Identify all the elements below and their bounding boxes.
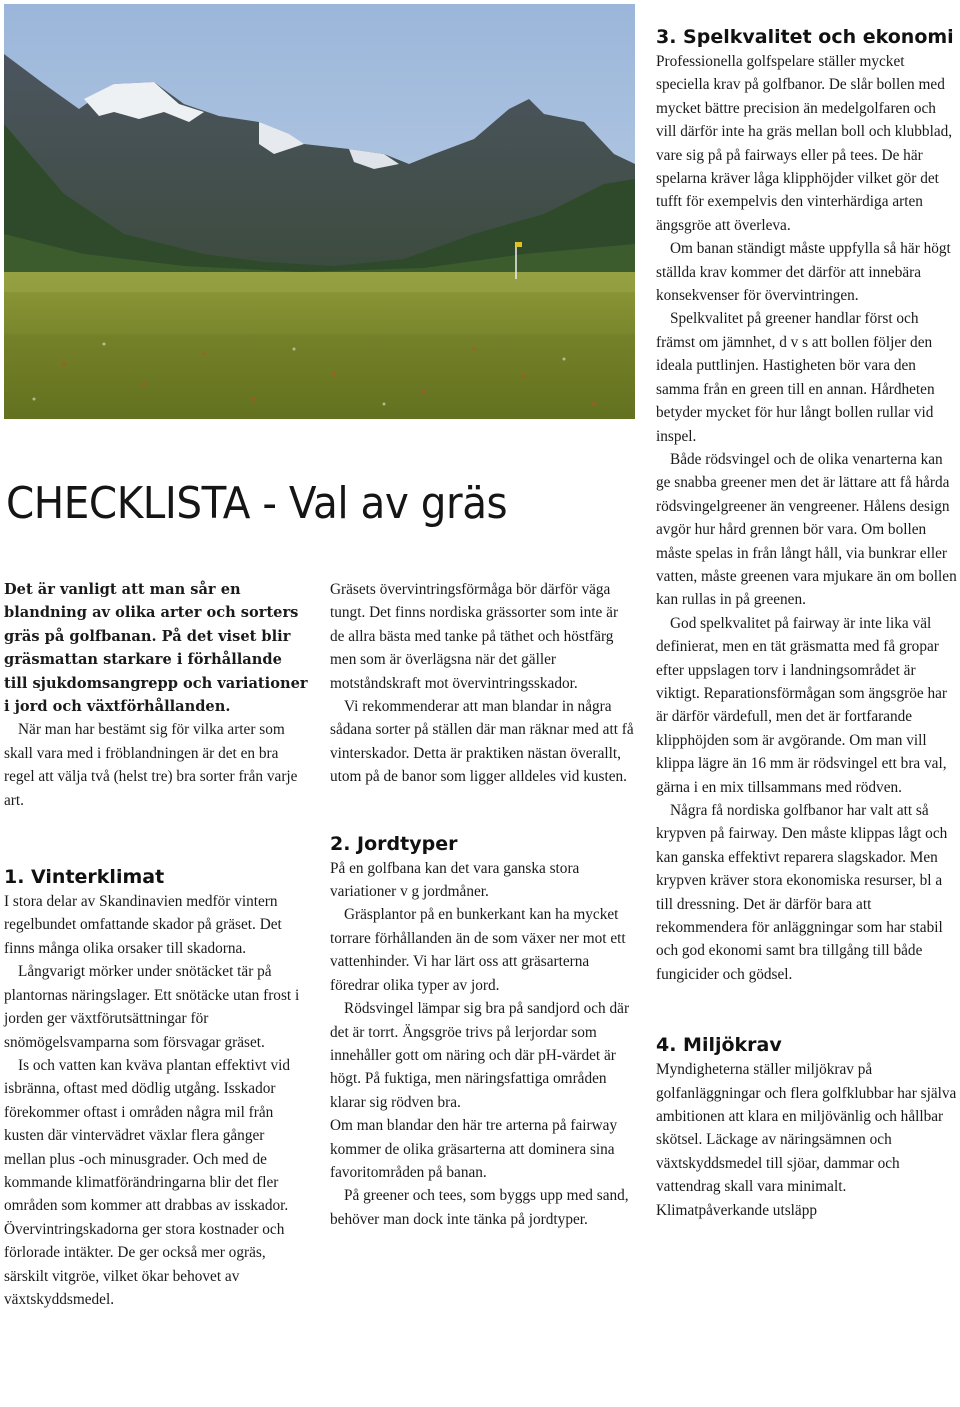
section-4-heading: 4. Miljökrav [656, 1034, 782, 1057]
section-1-paragraph-5: Gräsets övervintringsförmåga bör därför väga tungt. Det finns nordiska grässorter som inte är de allra bästa med tanke på täthet och höstfärg men som är överlägsna när det gäller motståndskraft mot övervintringsskador. [330, 581, 619, 692]
section-2-paragraph-5: På greener och tees, som byggs upp med sand, behöver man dock inte tänka på jordtyper. [330, 1187, 629, 1228]
section-1-heading: 1. Vinterklimat [4, 866, 165, 889]
section-4-paragraph-1: Myndigheterna ställer miljökrav på golfanläggningar och flera golfklubbar har själva ambitionen att klara en miljövänlig och hållbar skötsel. Läckage av näringsämnen och växtskyddsmedel till sjöar, dammar och vattendrag skall vara minimalt. Klimatpåverkande utsläpp [656, 1061, 957, 1219]
section-3-paragraph-1: Professionella golfspelare ställer mycket speciella krav på golfbanor. De slår bollen med mycket bättre precision än medelgolfaren och vill därför inte ha gräs mellan boll och klubblad, vare sig på på fairways eller på tees. De här spelarna kräver låga klipphöjder vilket gör det tufft för exempelvis den vinterhärdiga arten ängsgröe att överleva. [656, 53, 953, 234]
section-1-paragraph-4: Övervintringskadorna ger stora kostnader och förlorade intäkter. De ger också mer ogräs, särskilt vitgröe, vilket ökar behovet av växtskyddsmedel. [4, 1220, 285, 1308]
section-1-paragraph-2: Långvarigt mörker under snötäcket tär på plantornas näringslager. Ett snötäcke utan frost i jorden ger växtförutsättningar för snömögelsvamparna som försvagar gräset. [4, 963, 300, 1051]
section-2-paragraph-4: Om man blandar den här tre arterna på fairway kommer de olika gräsarterna att dominera sina favoritområden på banan. [330, 1117, 618, 1181]
section-3-paragraph-5: God spelkvalitet på fairway är inte lika väl definierat, men en tät gräsmatta med få gropar efter uppslagen torv i landningsområdet är viktigt. Reparationsförmågan som ängsgröe har är därför värdefull, men det är fortfarande klipphöjden som är avgörande. Om man vill klippa lägre än 16 mm är rödsvingel ett bra val, gärna i en mix tillsammans med rödven. [656, 614, 947, 796]
section-3-paragraph-6: Några få nordiska golfbanor har valt att så krypven på fairway. Den måste klippas lågt och kan ganska effektivt reparera slagskador. Men krypven kräver stora ekonomiska resurser, bl a till dressning. Det är därför bara att rekommendera för anläggningar som har stabil och god ekonomi samt bra tillgång till både fungicider och gödsel. [656, 802, 948, 983]
section-1-paragraph-3: Is och vatten kan kväva plantan effektivt vid isbränna, oftast med dödlig utgång. Isskador förekommer oftast i områden några mil från kusten där vintervädret växlar flera gånger mellan plus -och minusgrader. Och med de kommande klimatförändringarna blir det fler områden som kommer att drabbas av isskador. [4, 1056, 290, 1215]
section-3-heading: 3. Spelkvalitet och ekonomi [656, 26, 954, 48]
section-3-paragraph-2: Om banan ständigt måste uppfylla så här högt ställda krav kommer det därför att innebära konsekvenser för övervintringen. [656, 240, 951, 305]
column-3 [656, 24, 958, 1222]
section-2-paragraph-2: Gräsplantor på en bunkerkant kan ha mycket torrare förhållanden än de som växer ner mot ett vattenhinder. Vi har lärt oss att gräsarterna föredrar olika typer av jord. [330, 906, 626, 994]
page-title: CHECKLISTA - Val av gräs [6, 478, 508, 529]
section-1-paragraph-1: I stora delar av Skandinavien medför vintern regelbundet omfattande skador på gräset. Det finns många olika orsaker till skadorna. [4, 893, 282, 957]
mountain-meadow-photo [4, 4, 635, 419]
section-3-paragraph-3: Spelkvalitet på greener handlar först och främst om jämnhet, d v s att bollen följer den ideala puttlinjen. Hastigheten bör vara den samma från en green till en annan. Hårdheten betyder mycket för hur långt bollen rullar vid inspel. [656, 310, 935, 445]
intro-lead: Det är vanligt att man sår en blandning av olika arter och sorters gräs på golfbanan. På det viset blir gräsmattan starkare i förhållande till sjukdomsangrepp och variationer i jord och växtförhållanden. [4, 581, 308, 716]
section-2-paragraph-3: Rödsvingel lämpar sig bra på sandjord och där det är torrt. Ängsgröe trivs på lerjordar som innehåller gott om näring och där pH-värdet är högt. På fuktiga, men näringsfattiga områden klarar sig rödven bra. [330, 1000, 630, 1111]
section-2-paragraph-1: På en golfbana kan det vara ganska stora variationer v g jordmåner. [330, 859, 580, 901]
section-3-paragraph-4: Både rödsvingel och de olika venarterna kan ge snabba greener men det är lättare att få hårda rödsvingelgreener än vengreener. Hålens design avgör hur hård grennen bör vara. Om bollen måste spelas in från långt håll, via bunkrar eller vatten, måste greenen vara mjukare än om bollen kan rullas in på greenen. [656, 450, 957, 609]
column-2 [330, 578, 634, 1231]
section-1-paragraph-6: Vi rekommenderar att man blandar in några sådana sorter på ställen där man räknar med att få vinterskador. Detta är praktiken nästan överallt, utom på de banor som ligger alldeles vid kusten. [330, 698, 634, 786]
intro-paragraph: När man har bestämt sig för vilka arter som skall vara med i fröblandningen är det en bra regel att välja två (helst tre) bra sorter från varje art. [4, 721, 298, 809]
column-1 [4, 578, 308, 1311]
section-2-heading: 2. Jordtyper [330, 832, 458, 855]
